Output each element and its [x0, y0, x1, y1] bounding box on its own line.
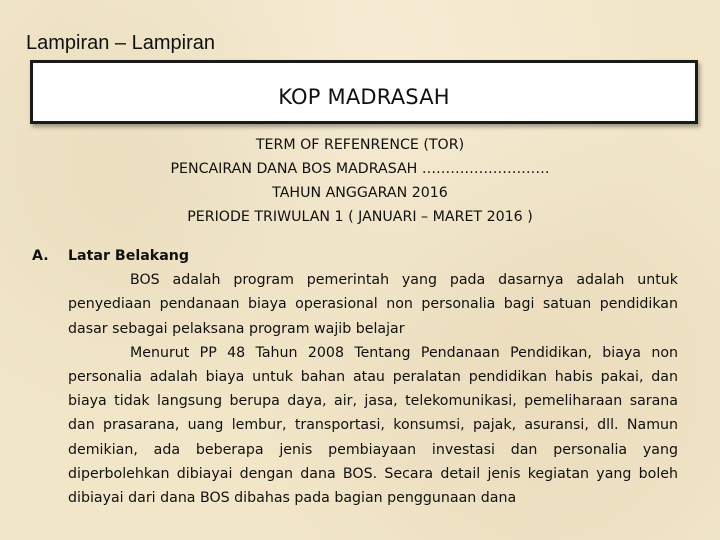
kop-madrasah-box [30, 60, 698, 124]
tor-heading-line-1: TERM OF REFENRENCE (TOR) [255, 137, 465, 153]
tor-heading [60, 133, 660, 229]
section-latar-belakang [32, 244, 678, 510]
section-body [68, 268, 678, 510]
section-heading [32, 244, 678, 268]
paragraph-pp-48: Menurut PP 48 Tahun 2008 Tentang Pendanaan Pendidikan, biaya non personalia adalah biaya untuk bahan atau peralatan pendidikan habis pakai, dan biaya tidak langsung berupa daya, air, jasa, telekomunikasi, pemeliharaan sarana dan prasarana, uang lembur, transportasi, konsumsi, pajak, asuransi, dll. Namun demikian, ada beberapa jenis pembiayaan investasi dan personalia yang diperbolehkan dibiayai dengan dana BOS. Secara detail jenis kegiatan yang boleh dibiayai dari dana BOS dibahas pada bagian penggunaan dana [68, 344, 678, 507]
tor-heading-line-2: PENCAIRAN DANA BOS MADRASAH ……………………… [170, 161, 550, 177]
kop-madrasah-label: KOP MADRASAH [278, 85, 450, 109]
tor-heading-line-3: TAHUN ANGGARAN 2016 [272, 185, 448, 201]
section-title: Latar Belakang [68, 248, 190, 264]
slide-title: Lampiran – Lampiran [26, 32, 215, 54]
paragraph-bos-definition: BOS adalah program pemerintah yang pada dasarnya adalah untuk penyediaan pendanaan biaya operasional non personalia bagi satuan pendidikan dasar sebagai pelaksana program wajib belajar [68, 272, 678, 337]
tor-heading-line-4: PERIODE TRIWULAN 1 ( JANUARI – MARET 2016 ) [187, 209, 533, 225]
section-letter: A. [32, 248, 49, 264]
